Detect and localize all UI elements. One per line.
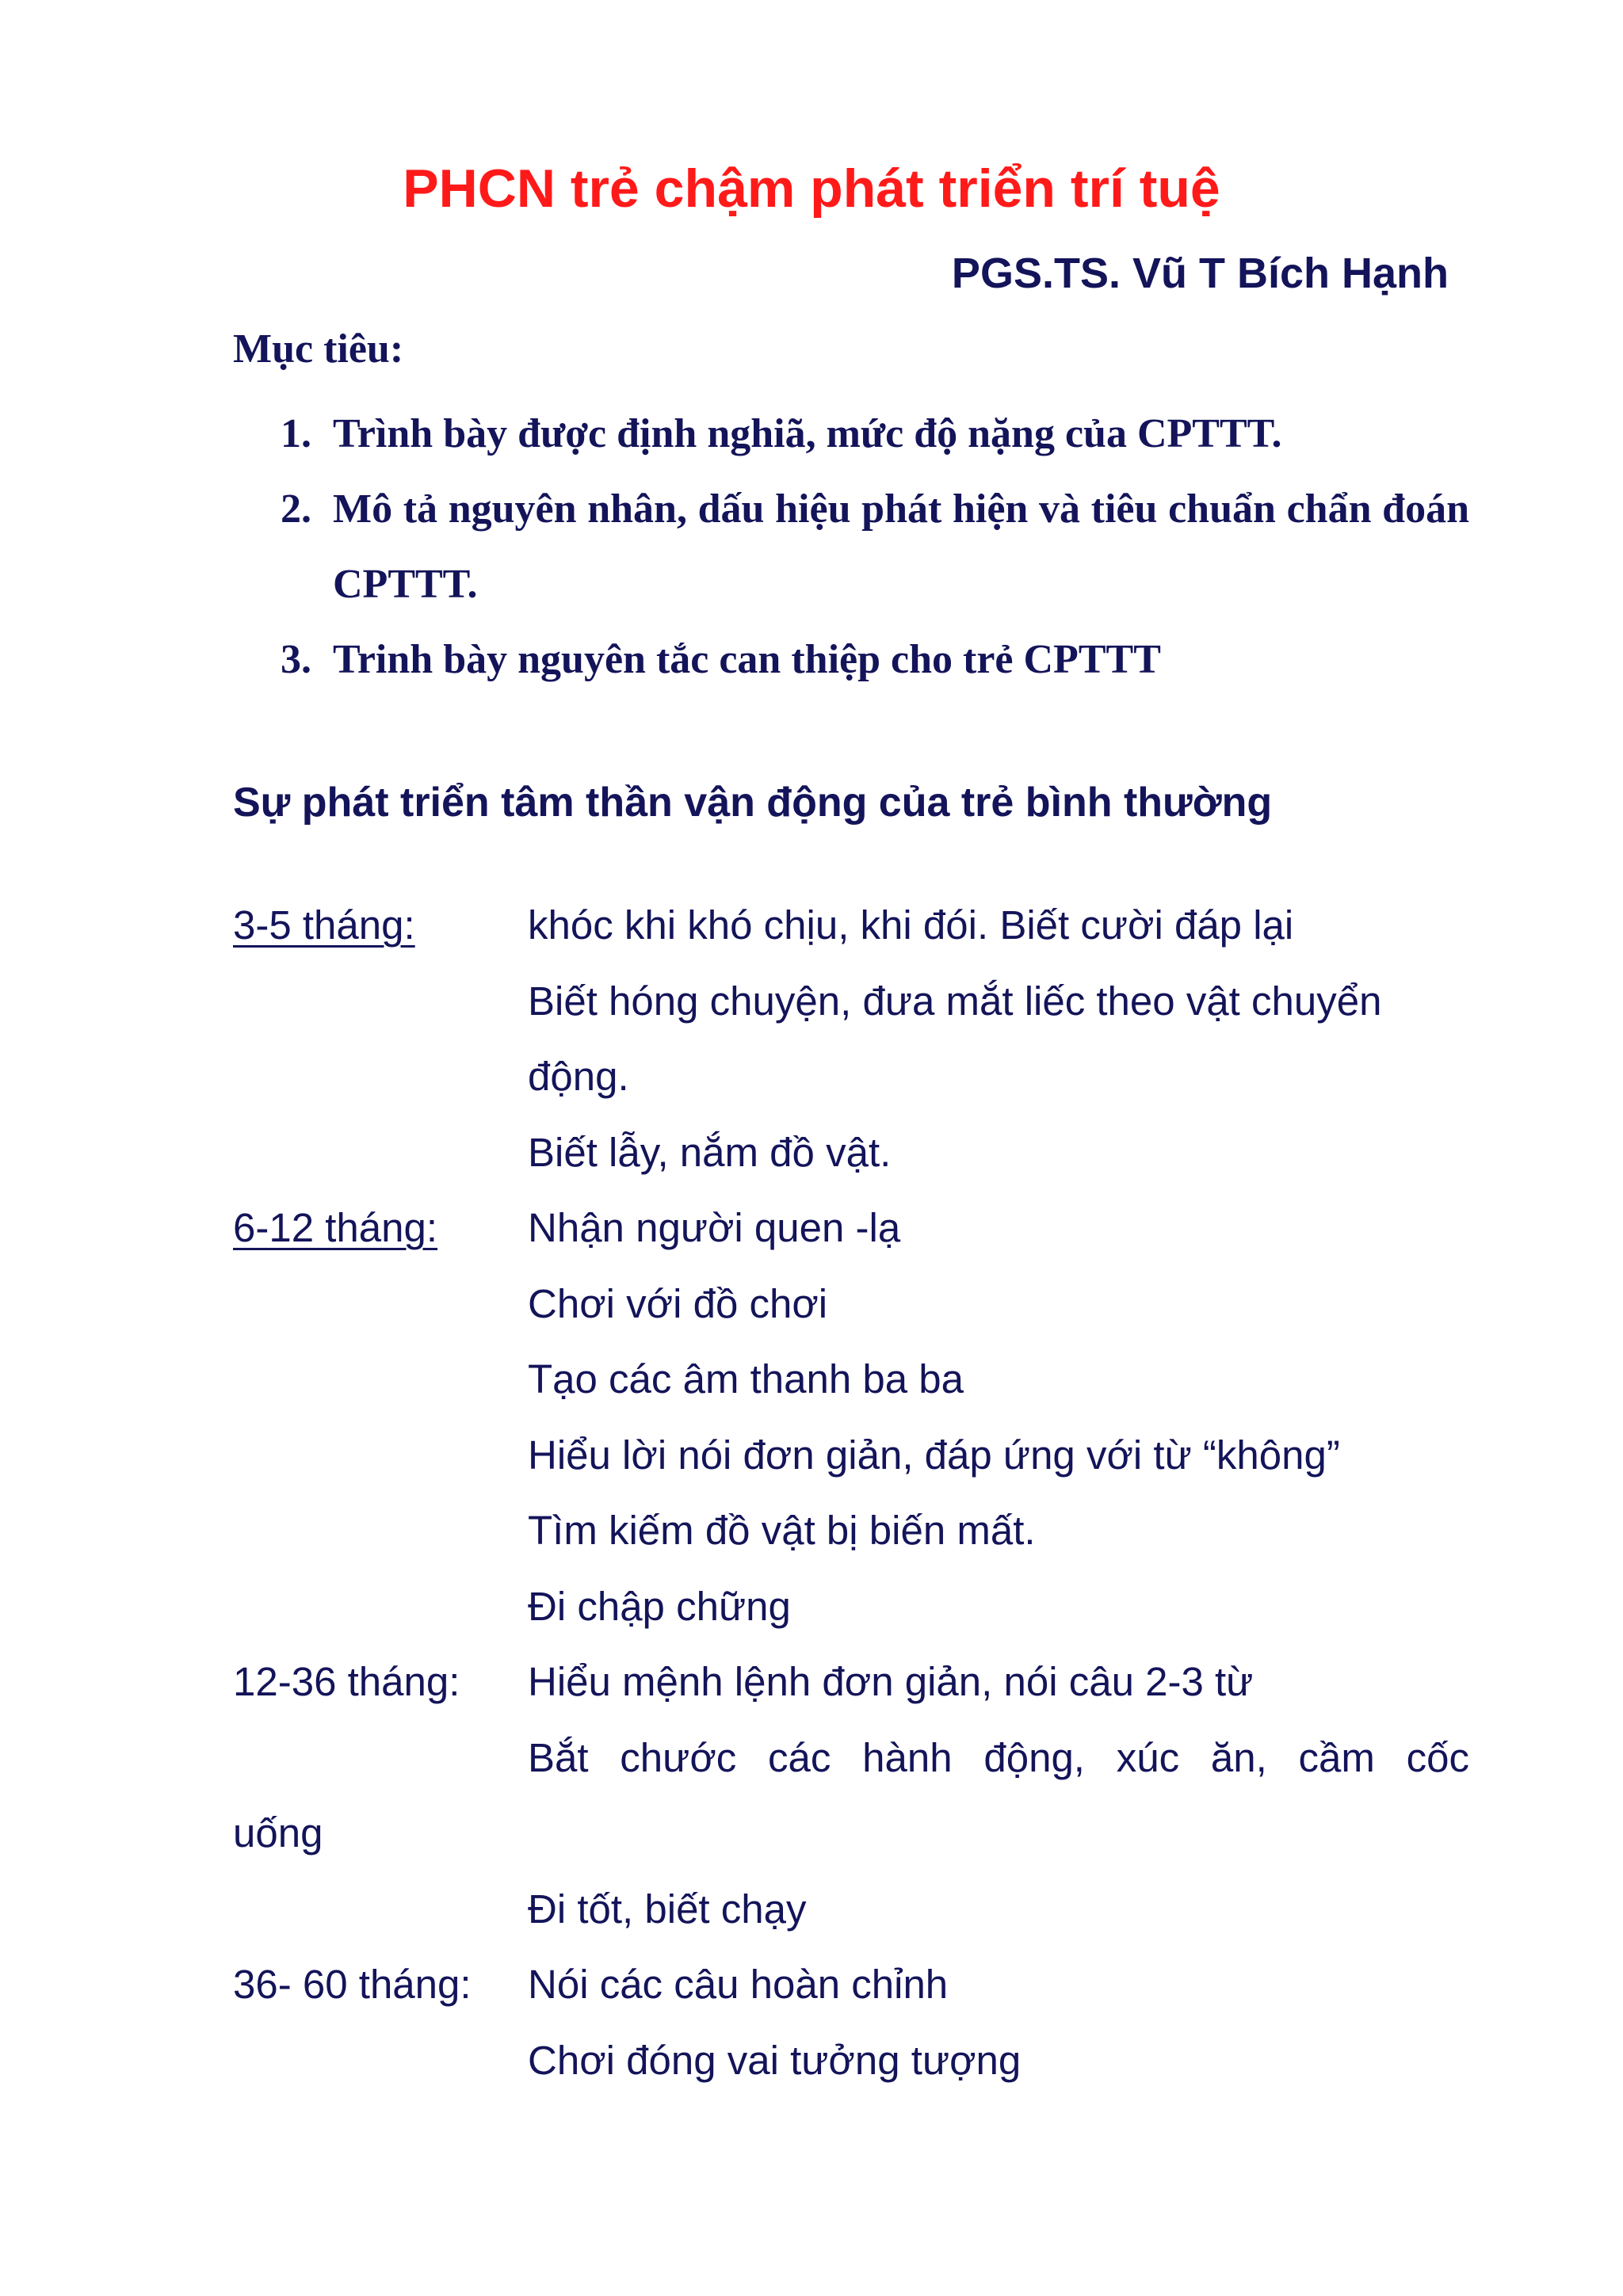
milestone-line: Bắt chước các hành động, xúc ăn, cầm cốc	[528, 1734, 1469, 1780]
milestone-group	[233, 1644, 1469, 1947]
section-heading: Sự phát triển tâm thần vận động của trẻ bình thường	[233, 780, 1273, 826]
milestone-age: 12-36 tháng:	[233, 1659, 460, 1704]
milestone-line: Chơi với đồ chơi	[528, 1280, 828, 1326]
objective-number: 3.	[281, 637, 311, 682]
milestone-age: 3-5 tháng:	[233, 902, 415, 948]
milestone-line: Chơi đóng vai tưởng tượng	[528, 2037, 1022, 2083]
milestone-group	[233, 1190, 1469, 1644]
milestone-line: Biết hóng chuyện, đưa mắt liếc theo vật chuyển động.	[528, 978, 1382, 1099]
milestone-line: Nhận người quen -lạ	[528, 1205, 901, 1250]
milestone-line: Nói các câu hoàn chỉnh	[528, 1962, 949, 2007]
milestone-line: Hiểu lời nói đơn giản, đáp ứng với từ “không”	[528, 1432, 1340, 1478]
objective-text: Trinh bày nguyên tắc can thiệp cho trẻ CPTTT	[333, 637, 1161, 682]
milestone-line: khóc khi khó chịu, khi đói. Biết cười đáp lại	[528, 902, 1294, 948]
objective-item	[281, 396, 1469, 471]
milestone-group	[233, 1947, 1469, 2098]
milestone-line: Hiểu mệnh lệnh đơn giản, nói câu 2-3 từ	[528, 1659, 1254, 1704]
milestone-line: uống	[233, 1810, 323, 1855]
objective-item	[281, 471, 1469, 622]
milestone-line: Tìm kiếm đồ vật bị biến mất.	[528, 1508, 1036, 1553]
objective-text: Mô tả nguyên nhân, dấu hiệu phát hiện và tiêu chuẩn chẩn đoán CPTTT.	[333, 486, 1469, 607]
milestone-line: Đi tốt, biết chạy	[528, 1886, 807, 1932]
milestone-group	[233, 887, 1469, 1190]
milestones-list	[233, 887, 1469, 2098]
objective-text: Trình bày được định nghiã, mức độ nặng của CPTTT.	[333, 411, 1282, 456]
objective-number: 1.	[281, 411, 311, 456]
milestone-age: 36- 60 tháng:	[233, 1962, 472, 2007]
milestone-age: 6-12 tháng:	[233, 1205, 438, 1250]
objectives-list	[281, 396, 1469, 697]
milestone-line: Biết lẫy, nắm đồ vật.	[528, 1129, 892, 1175]
objective-item	[281, 622, 1469, 697]
milestone-line: Đi chập chững	[528, 1583, 791, 1629]
objectives-heading: Mục tiêu:	[233, 326, 404, 372]
milestone-line: Tạo các âm thanh ba ba	[528, 1356, 964, 1402]
author-line: PGS.TS. Vũ T Bích Hạnh	[951, 250, 1449, 297]
document-title: PHCN trẻ chậm phát triển trí tuệ	[403, 158, 1220, 219]
objective-number: 2.	[281, 486, 311, 532]
